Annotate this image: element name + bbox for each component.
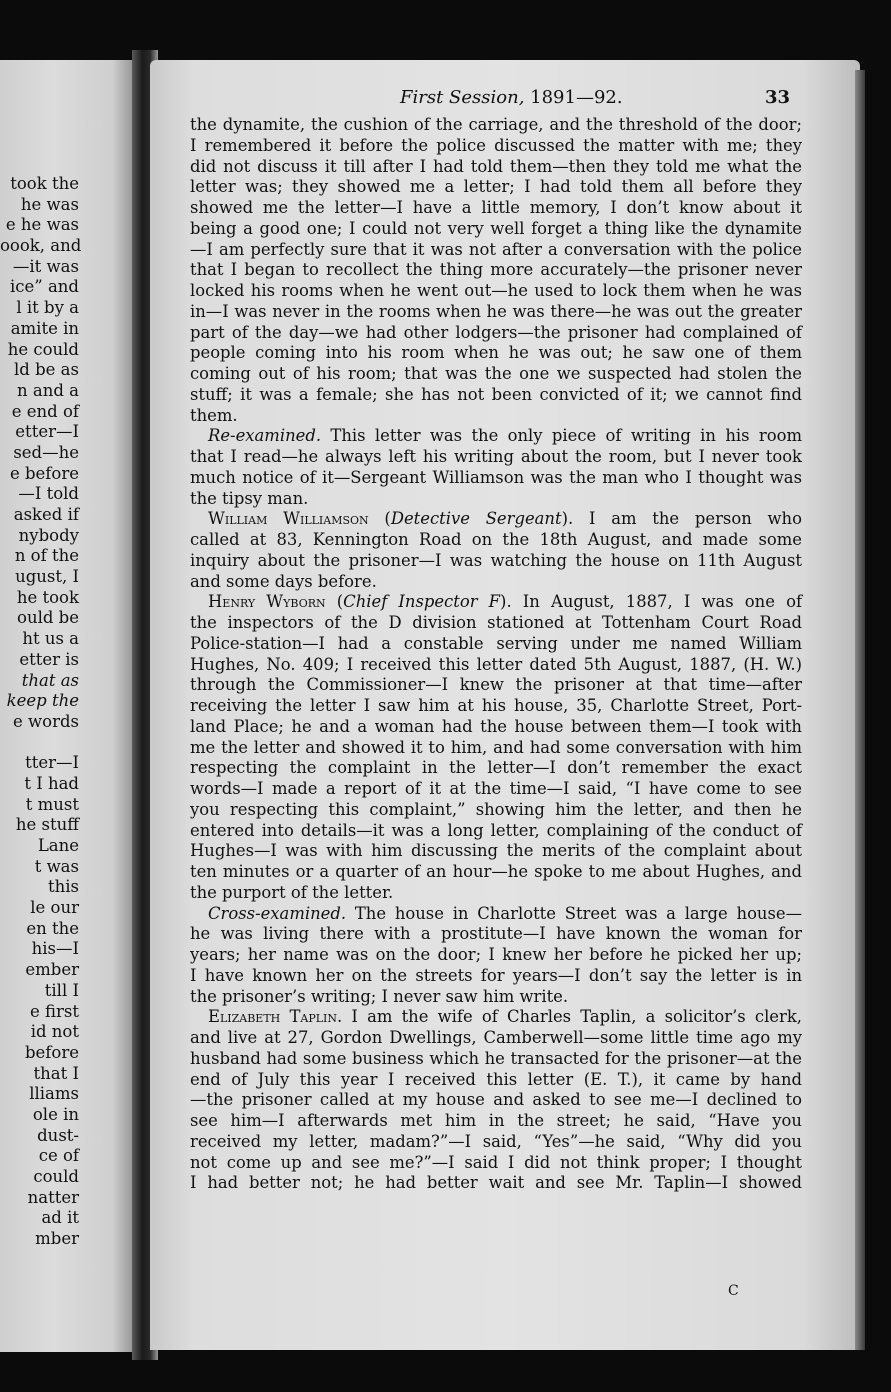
text-line: Henry Wyborn (Chief Inspector F). In August, 1887, I was one of <box>208 592 803 612</box>
line-text: husband had some business which he transacted for the prisoner—at the <box>190 1048 802 1068</box>
text-line <box>190 1007 802 1028</box>
left-page-line: Lane <box>37 836 79 855</box>
line-text: receiving the letter I saw him at his house, 35, Charlotte Street, Port- <box>190 696 802 715</box>
text-line <box>190 1111 802 1132</box>
left-page-line: e he was <box>5 215 79 235</box>
session-title: First Session, <box>400 87 525 108</box>
left-page-line: ce of <box>38 1146 79 1166</box>
text-line <box>190 447 802 468</box>
line-text: and live at 27, Gordon Dwellings, Camberwell—some little time ago my <box>190 1028 802 1047</box>
line-text: through the Commissioner—I knew the prisoner at that time—after <box>190 675 802 695</box>
text-line <box>190 426 802 447</box>
line-text: inquiry about the prisoner—I was watching the house on 11th August <box>190 550 802 570</box>
line-text: The house in Charlotte Street was a large house— <box>346 903 802 923</box>
left-page-line: could <box>33 1167 79 1186</box>
left-page-line: ember <box>25 960 79 980</box>
line-text: that I read—he always left his writing about the room, but I never took <box>190 447 802 466</box>
session-years: 1891—92. <box>524 87 623 108</box>
text-line <box>190 675 802 696</box>
left-page-line: he was <box>20 194 79 214</box>
left-page-line: ould be <box>17 608 79 628</box>
text-line <box>190 758 802 779</box>
text-line <box>190 945 802 966</box>
line-text: you respecting this complaint,” showing him the letter, and then he <box>190 799 802 819</box>
left-page-line: that I <box>33 1063 79 1083</box>
left-page-line: t I had <box>24 773 79 793</box>
line-text: . I am the person who <box>567 509 802 529</box>
text-line <box>190 385 802 406</box>
left-page-line: amite in <box>10 318 79 338</box>
text-line <box>190 364 802 385</box>
left-page-line: ld be as <box>14 360 79 380</box>
text-line <box>190 323 802 344</box>
line-text: being a good one; I could not very well forget a thing like the dynamite <box>190 218 802 238</box>
text-line <box>190 551 802 572</box>
line-text: respecting the complaint in the letter—I don’t remember the exact <box>190 758 802 778</box>
text-line <box>190 343 802 364</box>
text-line <box>190 1028 802 1049</box>
line-text: called at 83, Kennington Road on the 18th August, and made some <box>190 530 802 549</box>
text-line <box>190 800 802 821</box>
text-line <box>190 738 802 759</box>
line-text: the prisoner’s writing; I never saw him write. <box>190 986 569 1006</box>
text-line: William Williamson (Detective Sergeant). I am the person who <box>208 509 802 529</box>
text-line <box>190 634 802 655</box>
text-line <box>190 924 802 945</box>
text-line <box>190 883 802 904</box>
line-text: I had better not; he had better wait and see Mr. Taplin—I showed <box>190 1173 802 1193</box>
left-page-line: tter—I <box>25 753 79 773</box>
line-text: —the prisoner called at my house and asked to see me—I declined to <box>190 1090 802 1110</box>
witness-title: Chief Inspector F <box>343 592 501 612</box>
text-line <box>190 1070 802 1091</box>
text-line <box>190 489 802 510</box>
line-text: Hughes—I was with him discussing the merits of the complaint about <box>190 841 802 861</box>
left-facing-page <box>0 60 132 1352</box>
line-text: . In August, 1887, I was one of <box>506 592 803 612</box>
line-text: that I began to recollect the thing more accurately—the prisoner never <box>190 260 802 280</box>
text-line <box>190 987 802 1008</box>
line-text: coming out of his room; that was the one we suspected had stolen the <box>190 364 802 383</box>
left-page-line: natter <box>27 1187 79 1207</box>
line-text: stuff; it was a female; she has not been convicted of it; we cannot find <box>190 384 802 404</box>
left-page-line: —it was <box>12 256 79 276</box>
left-page-line: that as <box>21 670 79 690</box>
line-text: see him—I afterwards met him in the street; he said, “Have you <box>190 1111 802 1130</box>
text-line <box>190 157 802 178</box>
text-line <box>190 530 802 551</box>
text-line <box>190 904 802 925</box>
line-text: in—I was never in the rooms when he was there—he was out the greater <box>190 301 802 321</box>
left-page-line: he took <box>16 587 79 607</box>
line-text: This letter was the only piece of writing in his room <box>321 426 802 446</box>
text-line <box>190 655 802 676</box>
line-text: did not discuss it till after I had told them—then they told me what the <box>190 156 802 176</box>
text-line <box>190 1090 802 1111</box>
left-page-line: ugust, I <box>15 567 79 587</box>
line-text: I remembered it before the police discussed the matter with me; they <box>190 135 802 155</box>
text-line <box>190 1153 802 1174</box>
text-line <box>190 240 802 261</box>
text-line <box>190 613 802 634</box>
left-page-line: etter is <box>19 649 79 669</box>
running-head <box>400 87 790 111</box>
text-line <box>190 302 802 323</box>
text-line <box>190 779 802 800</box>
text-line <box>190 862 802 883</box>
section-heading: Re-examined. <box>208 426 322 446</box>
left-page-line: till I <box>44 980 79 1000</box>
text-line <box>190 406 802 427</box>
text-line <box>190 572 802 593</box>
left-page-line: keep the <box>6 691 79 711</box>
left-page-line: this <box>47 877 79 897</box>
line-text: people coming into his room when he was out; he saw one of them <box>190 343 802 363</box>
text-line <box>190 219 802 240</box>
line-text: entered into details—it was a long letter, complaining of the conduct of <box>190 820 802 840</box>
line-text: land Place; he and a woman had the house between them—I took with <box>190 716 802 736</box>
line-text: showed me the letter—I have a little memory, I don’t know about it <box>190 198 802 217</box>
witness-title: Detective Sergeant <box>390 509 562 529</box>
signature-mark: C <box>728 1283 739 1299</box>
left-page-line: —I told <box>18 484 79 504</box>
line-text: end of July this year I received this letter (E. T.), it came by hand <box>190 1069 802 1089</box>
witness-name: Elizabeth Taplin <box>208 1007 337 1027</box>
left-page-line: dust- <box>37 1125 79 1145</box>
text-line <box>190 1049 802 1070</box>
line-text: and some days before. <box>190 571 377 591</box>
left-page-line: ice” and <box>10 277 79 297</box>
left-page-line: he could <box>7 339 79 359</box>
line-text: the purport of the letter. <box>190 882 394 902</box>
left-page-line: oook, and <box>0 236 82 256</box>
left-page-line: sed—he <box>13 442 79 462</box>
left-page-line: etter—I <box>15 422 79 442</box>
text-line <box>190 1173 802 1194</box>
left-page-line: nybody <box>18 525 79 545</box>
left-page-line: ad it <box>41 1208 79 1228</box>
left-page-line: his—I <box>31 939 79 959</box>
text-line <box>190 260 802 281</box>
text-line <box>190 841 802 862</box>
line-text: words—I made a report of it at the time—I said, “I have come to see <box>190 779 802 798</box>
left-page-line: n of the <box>14 546 79 566</box>
line-text: me the letter and showed it to him, and had some conversation with him <box>190 737 802 757</box>
left-page-line: asked if <box>13 505 79 524</box>
line-text: —I am perfectly sure that it was not after a conversation with the police <box>190 239 802 259</box>
left-page-line: le our <box>30 898 79 918</box>
text-line <box>190 717 802 738</box>
left-page-line: e words <box>13 711 79 731</box>
text-line <box>190 821 802 842</box>
witness-name: Henry Wyborn <box>208 592 326 612</box>
left-page-line: lliams <box>29 1084 79 1104</box>
line-text: the inspectors of the D division stationed at Tottenham Court Road <box>190 613 802 632</box>
line-text: received my letter, madam?”—I said, “Yes”—he said, “Why did you <box>190 1131 802 1151</box>
line-text: ten minutes or a quarter of an hour—he spoke to me about Hughes, and <box>190 862 802 881</box>
page-number: 33 <box>764 87 790 108</box>
left-page-line: e before <box>9 463 79 483</box>
line-text: Police-station—I had a constable serving under me named William <box>190 633 802 653</box>
text-line <box>190 115 802 136</box>
text-line <box>190 136 802 157</box>
left-page-line: l it by a <box>16 298 79 318</box>
text-line <box>190 966 802 987</box>
line-text: locked his rooms when he went out—he used to lock them when he was <box>190 281 802 300</box>
line-text: the tipsy man. <box>190 488 309 508</box>
text-line <box>190 198 802 219</box>
left-page-line: he stuff <box>15 815 79 835</box>
left-page-line: e first <box>29 1001 79 1021</box>
left-page-line: e end of <box>11 401 79 421</box>
text-line <box>190 696 802 717</box>
text-line <box>190 468 802 489</box>
left-page-line: n and a <box>17 380 79 400</box>
line-text: letter was; they showed me a letter; I had told them all before they <box>190 177 802 197</box>
line-text: I have known her on the streets for years—I don’t say the letter is in <box>190 965 802 985</box>
left-page-line: ole in <box>32 1104 79 1124</box>
witness-name: William Williamson <box>208 509 369 529</box>
line-text: . I am the wife of Charles Taplin, a solicitor’s clerk, <box>337 1007 802 1027</box>
left-page-line <box>0 733 132 754</box>
left-page-line: took the <box>10 174 79 193</box>
line-text: not come up and see me?”—I said I did not think proper; I thought <box>190 1152 802 1172</box>
line-text: the dynamite, the cushion of the carriage, and the threshold of the door; <box>190 115 802 134</box>
left-page-line: ht us a <box>22 629 79 649</box>
left-page-text <box>0 174 132 1250</box>
text-line <box>190 177 802 198</box>
left-page-line: id not <box>30 1022 79 1042</box>
line-text: Hughes, No. 409; I received this letter dated 5th August, 1887, (H. W.) <box>190 654 802 674</box>
line-text: them. <box>190 405 238 425</box>
section-heading: Cross-examined. <box>208 903 347 923</box>
left-page-line: t must <box>25 794 79 814</box>
left-page-line: t was <box>34 856 79 876</box>
left-page-line: mber <box>35 1229 79 1249</box>
left-page-line: before <box>24 1042 79 1062</box>
left-page-line: en the <box>26 918 79 938</box>
text-line <box>190 1132 802 1153</box>
page-edge <box>855 70 865 1350</box>
line-text: he was living there with a prostitute—I have known the woman for <box>190 924 802 944</box>
line-text: part of the day—we had other lodgers—the prisoner had complained of <box>190 322 802 342</box>
page-body <box>190 115 802 1194</box>
line-text: years; her name was on the door; I knew her before he picked her up; <box>190 945 802 964</box>
line-text: much notice of it—Sergeant Williamson was the man who I thought was <box>190 467 802 487</box>
text-line <box>190 281 802 302</box>
